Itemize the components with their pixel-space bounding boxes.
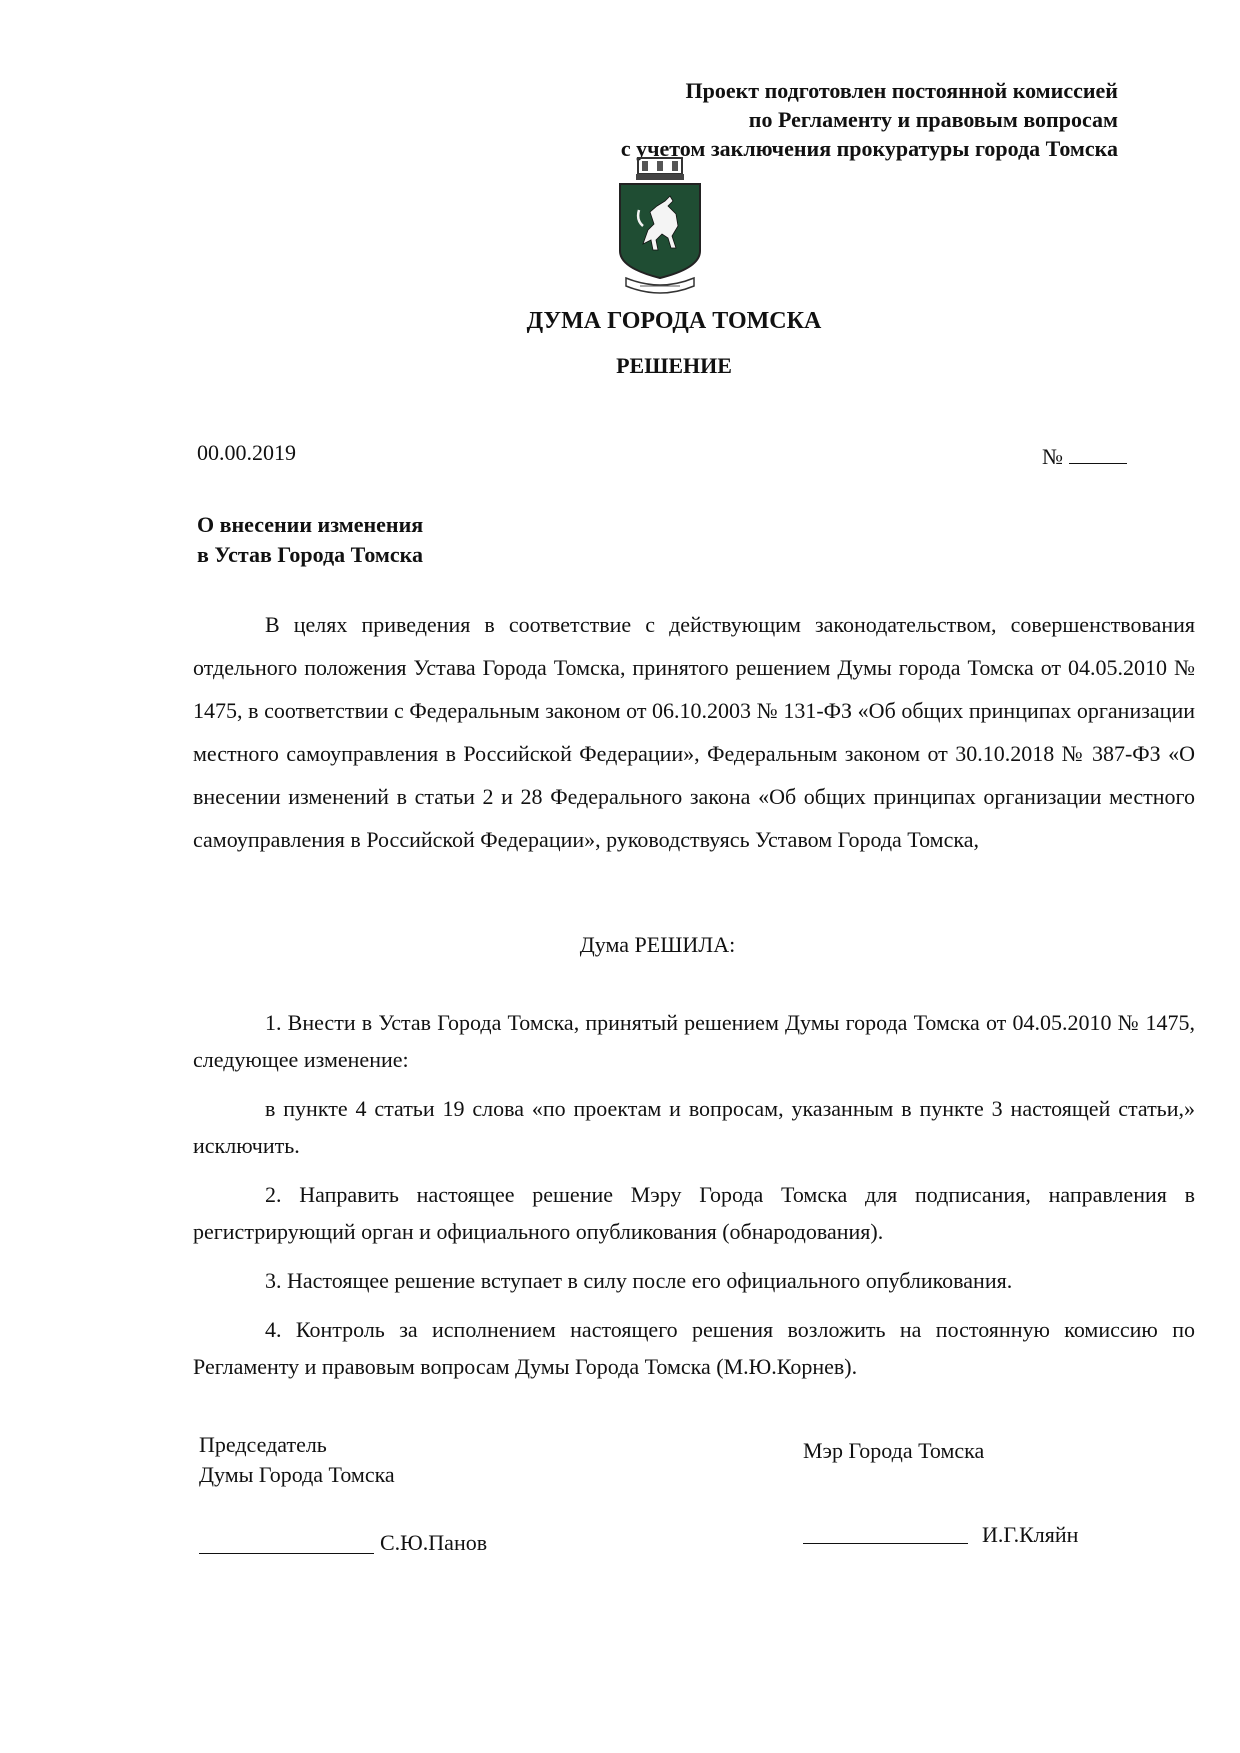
document-subject	[197, 510, 617, 570]
resolution-item: 4. Контроль за исполнением настоящего решения возложить на постоянную комиссию по Регламенту и правовым вопросам Думы Города Томска (М.Ю.Корнев).	[193, 1317, 1195, 1379]
chairman-title-1: Председатель	[199, 1432, 327, 1457]
resolution-item: 1. Внести в Устав Города Томска, принятый решением Думы города Томска от 04.05.2010 № 1475, следующее изменение:	[193, 1010, 1195, 1072]
signature-block-chairman	[199, 1430, 395, 1490]
resolution-heading: Дума РЕШИЛА:	[579, 932, 736, 957]
preamble-text: В целях приведения в соответствие с действующим законодательством, совершенствования отдельного положения Устава Города Томска, принятого решением Думы города Томска от 04.05.2010 № 1475, в соответствии с Федеральным законом от 06.10.2003 № 131-ФЗ «Об общих принципах организации местного самоуправления в Российской Федерации», Федеральным законом от 30.10.2018 № 387-ФЗ «О внесении изменений в статьи 2 и 28 Федерального закона «Об общих принципах организации местного самоуправления в Российской Федерации», руководствуясь Уставом Города Томска,	[193, 612, 1195, 852]
document-date: 00.00.2019	[197, 440, 296, 465]
mayor-signature-line	[803, 1543, 968, 1544]
resolution-item: в пункте 4 статьи 19 слова «по проектам и вопросам, указанным в пункте 3 настоящей статьи,» исключить.	[193, 1096, 1195, 1158]
chairman-title-2: Думы Города Томска	[199, 1462, 395, 1487]
resolution-items	[193, 1004, 1195, 1397]
preamble	[193, 603, 1195, 861]
document-type: РЕШЕНИЕ	[616, 353, 732, 378]
mayor-title: Мэр Города Томска	[803, 1438, 985, 1463]
draft-note-line-3: с учетом заключения прокуратуры города Томска	[620, 136, 1118, 161]
signature-block-mayor	[803, 1436, 984, 1466]
draft-note	[478, 76, 1118, 163]
draft-note-line-1: Проект подготовлен постоянной комиссией	[685, 78, 1118, 103]
resolution-item: 3. Настоящее решение вступает в силу после его официального опубликования.	[265, 1268, 1013, 1293]
chairman-signature-line	[199, 1553, 374, 1554]
document-number	[1042, 442, 1127, 472]
organization-name: ДУМА ГОРОДА ТОМСКА	[526, 308, 822, 334]
number-blank	[1069, 443, 1127, 464]
mayor-name: И.Г.Кляйн	[982, 1522, 1079, 1547]
draft-note-line-2: по Регламенту и правовым вопросам	[748, 107, 1118, 132]
chairman-name: С.Ю.Панов	[380, 1530, 488, 1555]
resolution-item: 2. Направить настоящее решение Мэру Города Томска для подписания, направления в регистрирующий орган и официального опубликования (обнародования).	[193, 1182, 1195, 1244]
subject-line-2: в Устав Города Томска	[197, 542, 424, 567]
subject-line-1: О внесении изменения	[197, 512, 424, 537]
number-label: №	[1042, 444, 1063, 469]
coat-of-arms-icon	[610, 156, 710, 306]
